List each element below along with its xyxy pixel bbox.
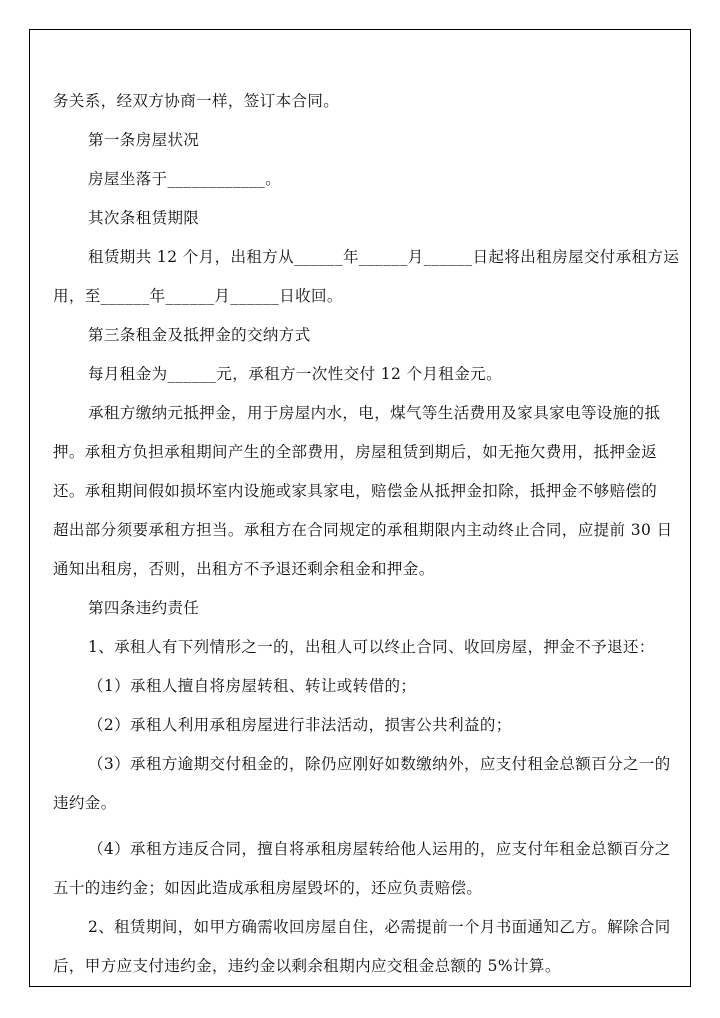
paragraph-line: 后，甲方应支付违约金，违约金以剩余租期内应交租金总额的 5%计算。 [53, 957, 561, 975]
paragraph-line: 五十的违约金；如因此造成承租房屋毁坏的，还应负责赔偿。 [53, 879, 483, 897]
article-heading: 其次条租赁期限 [88, 209, 200, 227]
paragraph-line: 超出部分须要承租方担当。承租方在合同规定的承租期限内主动终止合同，应提前 30 日 [53, 521, 673, 539]
paragraph-line: 通知出租房，否则，出租方不予退还剩余租金和押金。 [53, 560, 435, 578]
paragraph-line: 押。承租方负担承租期间产生的全部费用，房屋租赁到期后，如无拖欠费用，抵押金返 [53, 443, 658, 461]
clause-item: （1）承租人擅自将房屋转租、转让或转借的； [88, 677, 417, 695]
paragraph-line: 租赁期共 12 个月，出租方从______年______月______日起将出租房屋交付承租方运 [88, 248, 680, 266]
clause-item: （2）承租人利用承租房屋进行非法活动，损害公共利益的； [88, 716, 512, 734]
paragraph-line: 违约金。 [53, 794, 117, 812]
clause-item: （3）承租方逾期交付租金的，除仍应刚好如数缴纳外，应支付租金总额百分之一的 [88, 755, 671, 773]
paragraph-line: 还。承租期间假如损坏室内设施或家具家电，赔偿金从抵押金扣除，抵押金不够赔偿的 [53, 482, 658, 500]
paragraph-line: 每月租金为______元，承租方一次性交付 12 个月租金元。 [88, 365, 502, 383]
paragraph-line: 房屋坐落于____________。 [88, 170, 282, 188]
article-heading: 第三条租金及抵押金的交纳方式 [88, 326, 311, 344]
paragraph-line: 务关系，经双方协商一样，签订本合同。 [53, 92, 340, 110]
clause-item: （4）承租方违反合同，擅自将承租房屋转给他人运用的，应支付年租金总额百分之 [88, 840, 671, 858]
clause-line: 1、承租人有下列情形之一的，出租人可以终止合同、收回房屋，押金不予退还： [88, 638, 655, 656]
clause-line: 2、租赁期间，如甲方确需收回房屋自住，必需提前一个月书面通知乙方。解除合同 [88, 918, 671, 936]
paragraph-line: 承租方缴纳元抵押金，用于房屋内水，电，煤气等生活费用及家具家电等设施的抵 [88, 404, 661, 422]
contract-body [53, 88, 698, 992]
article-heading: 第四条违约责任 [88, 599, 200, 617]
article-heading: 第一条房屋状况 [88, 131, 200, 149]
paragraph-line: 用，至______年______月______日收回。 [53, 287, 343, 305]
